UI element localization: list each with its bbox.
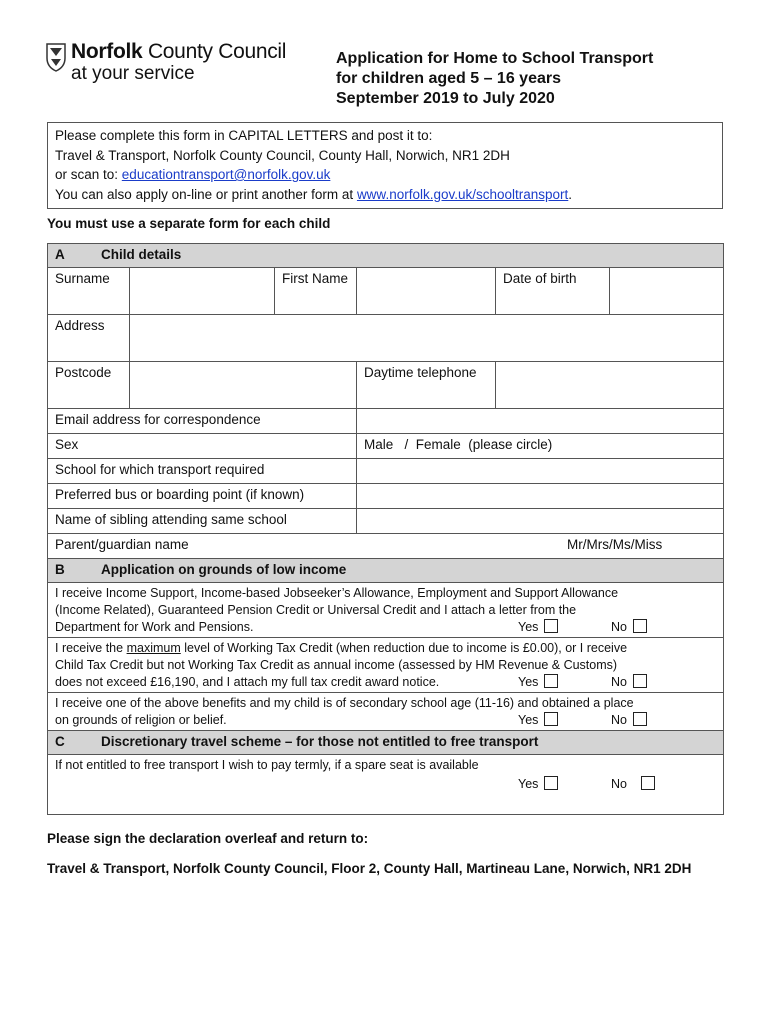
website-link[interactable]: www.norfolk.gov.uk/schooltransport — [356, 186, 569, 202]
section-b-item-1: I receive Income Support, Income-based Jobseeker’s Allowance, Employment and Support Allowance (Income Related), Guaranteed Pension Credit or Universal Credit and I attach a letter from the Department for Work and Pensions. Yes No — [48, 583, 724, 638]
bus-point-field[interactable] — [357, 484, 724, 509]
dob-label: Date of birth — [496, 268, 610, 315]
crest-icon — [45, 42, 67, 72]
item2-no-checkbox[interactable] — [633, 674, 647, 688]
separate-form-note: You must use a separate form for each child — [47, 216, 331, 231]
postcode-label: Postcode — [48, 362, 130, 409]
scheme-no-checkbox[interactable] — [641, 776, 655, 790]
bus-point-label: Preferred bus or boarding point (if known) — [48, 484, 357, 509]
first-name-field[interactable] — [357, 268, 496, 315]
item1-yes-checkbox[interactable] — [544, 619, 558, 633]
sex-options[interactable]: Male / Female (please circle) — [357, 434, 724, 459]
address-field[interactable] — [130, 315, 724, 362]
scheme-yes-checkbox[interactable] — [544, 776, 558, 790]
surname-label: Surname — [48, 268, 130, 315]
school-field[interactable] — [357, 459, 724, 484]
daytime-phone-field[interactable] — [496, 362, 724, 409]
form-title: Application for Home to School Transport for children aged 5 – 16 years September 2019 to July 2020 — [336, 50, 654, 107]
email-link[interactable]: educationtransport@norfolk.gov.uk — [121, 167, 331, 182]
norfolk-logo — [45, 40, 295, 90]
instructions-box: Please complete this form in CAPITAL LETTERS and post it to: Travel & Transport, Norfolk County Council, County Hall, Norwich, NR1 2DH or scan to: educationtransport@norfolk.gov.uk You can also apply on-line or print another form at www.norfolk.gov.uk/schooltransport. — [47, 122, 723, 209]
parent-titles: Mr/Mrs/Ms/Miss — [567, 537, 663, 552]
declaration-note: Please sign the declaration overleaf and return to: — [47, 831, 369, 846]
sex-label: Sex — [48, 434, 357, 459]
section-b-header: B Application on grounds of low income — [48, 559, 724, 583]
return-address: Travel & Transport, Norfolk County Council, Floor 2, County Hall, Martineau Lane, Norwich, NR1 2DH — [47, 861, 692, 876]
logo-tagline: at your service — [71, 63, 195, 84]
sibling-label: Name of sibling attending same school — [48, 509, 357, 534]
first-name-label: First Name — [275, 268, 357, 315]
section-a-header: A Child details — [48, 244, 724, 268]
section-c-body: If not entitled to free transport I wish to pay termly, if a spare seat is available Yes No — [48, 755, 724, 815]
item3-yes-checkbox[interactable] — [544, 712, 558, 726]
email-label: Email address for correspondence — [48, 409, 357, 434]
address-label: Address — [48, 315, 130, 362]
sibling-field[interactable] — [357, 509, 724, 534]
daytime-phone-label: Daytime telephone — [357, 362, 496, 409]
school-label: School for which transport required — [48, 459, 357, 484]
item1-no-checkbox[interactable] — [633, 619, 647, 633]
section-b-item-3: I receive one of the above benefits and my child is of secondary school age (11-16) and obtained a place on grounds of religion or belief. Yes No — [48, 693, 724, 731]
postcode-field[interactable] — [130, 362, 357, 409]
logo-brand: Norfolk County Council — [71, 40, 287, 63]
surname-field[interactable] — [130, 268, 275, 315]
parent-row[interactable] — [48, 534, 724, 559]
parent-label: Parent/guardian name — [55, 537, 189, 552]
application-form — [47, 243, 724, 815]
section-b-item-2: I receive the maximum level of Working Tax Credit (when reduction due to income is £0.00), or I receive Child Tax Credit but not Working Tax Credit as annual income (assessed by HM Revenue & Customs) does not exceed £16,190, and I attach my full tax credit award notice. Yes No — [48, 638, 724, 693]
item2-yes-checkbox[interactable] — [544, 674, 558, 688]
section-c-header: C Discretionary travel scheme – for those not entitled to free transport — [48, 731, 724, 755]
dob-field[interactable] — [610, 268, 724, 315]
email-field[interactable] — [357, 409, 724, 434]
item3-no-checkbox[interactable] — [633, 712, 647, 726]
